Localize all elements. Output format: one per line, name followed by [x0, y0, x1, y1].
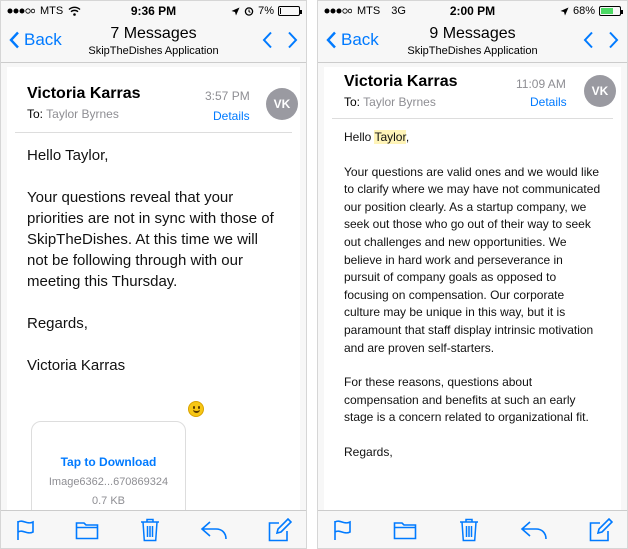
network-type: 3G	[391, 5, 406, 17]
email-body	[7, 133, 300, 376]
body-paragraph: Your questions reveal that your priorities are not in sync with those of SkipTheDishes. At this time we will not be following through with our meeting this Thursday.	[27, 189, 274, 290]
reply-icon[interactable]	[520, 520, 548, 540]
carrier-label: MTS	[40, 5, 64, 17]
sender-name: Victoria Karras	[344, 73, 458, 90]
flag-icon[interactable]	[15, 519, 35, 541]
trash-icon[interactable]	[140, 518, 160, 542]
battery-icon	[599, 6, 621, 16]
attachment-size: 0.7 KB	[91, 495, 126, 507]
compose-icon[interactable]	[268, 518, 292, 542]
to-label: To:	[344, 95, 361, 109]
status-time: 9:36 PM	[130, 4, 177, 18]
attachment-filename: Image6362...670869324	[48, 476, 169, 488]
signature: Victoria Karras	[27, 357, 126, 374]
sign-off: Regards,	[27, 315, 88, 332]
recipient-name[interactable]: Taylor Byrnes	[46, 107, 119, 121]
signal-dots-icon	[324, 8, 352, 14]
avatar[interactable]: VK	[584, 75, 616, 107]
email-view	[7, 67, 300, 510]
battery-percent: 68%	[572, 5, 595, 17]
reply-icon[interactable]	[200, 520, 228, 540]
message-count-title: 9 Messages	[429, 25, 516, 42]
next-message-down-icon[interactable]	[287, 31, 298, 49]
back-label: Back	[24, 30, 62, 49]
email-time: 11:09 AM	[516, 77, 566, 91]
folder-icon[interactable]	[393, 520, 417, 540]
greeting-suffix: ,	[405, 130, 410, 144]
back-label: Back	[341, 30, 379, 49]
flag-icon[interactable]	[332, 519, 352, 541]
carrier-label: MTS	[357, 5, 381, 17]
email-body	[324, 119, 621, 462]
thread-subject: SkipTheDishes Application	[88, 45, 219, 57]
sender-name: Victoria Karras	[27, 85, 141, 102]
left-phone-screen	[0, 0, 307, 549]
email-header	[15, 67, 292, 133]
location-arrow-icon	[560, 7, 569, 16]
avatar[interactable]: VK	[266, 88, 298, 120]
signal-dots-icon	[7, 8, 35, 14]
to-label: To:	[27, 107, 44, 121]
email-view	[324, 67, 621, 510]
attachment-card[interactable]	[31, 421, 186, 510]
body-paragraph: Your questions are valid ones and we would like to clarify where we may have not communicated our position clearly. As a startup company, we seek out those who go out of their way to seek out challenges and new opportunities. We believe in hard work and perseverance in pursuit of company goals as opposed to focusing on compensation. Our corporate culture may be unique in this way, but it is paramount that staff display intrinsic motivation and are proven self-starters.	[344, 164, 601, 355]
greeting: Hello Taylor,	[27, 147, 109, 164]
previous-message-up-icon[interactable]	[583, 31, 594, 49]
trash-icon[interactable]	[459, 518, 479, 542]
greeting-prefix: Hello	[344, 130, 375, 144]
email-header	[332, 67, 613, 119]
bottom-toolbar	[1, 510, 306, 548]
folder-icon[interactable]	[75, 520, 99, 540]
body-paragraph: For these reasons, questions about compensation and benefits at such an early stage is a concern related to organizational fit.	[344, 375, 589, 425]
bottom-toolbar	[318, 510, 627, 548]
status-bar	[1, 1, 306, 21]
battery-percent: 7%	[258, 5, 274, 17]
recipient-name[interactable]: Taylor Byrnes	[363, 95, 436, 109]
status-time: 2:00 PM	[449, 4, 496, 18]
sign-off: Regards,	[344, 444, 393, 459]
status-bar	[318, 1, 627, 21]
alarm-icon	[244, 6, 254, 16]
thread-subject: SkipTheDishes Application	[407, 45, 538, 57]
message-count-title: 7 Messages	[110, 25, 197, 42]
details-link[interactable]: Details	[213, 109, 250, 123]
nav-bar	[318, 21, 627, 63]
recipient-row	[344, 95, 436, 109]
email-time: 3:57 PM	[205, 89, 250, 103]
greeting	[344, 129, 601, 147]
highlighted-recipient-name[interactable]: Taylor	[374, 130, 406, 144]
wifi-icon	[68, 6, 81, 16]
battery-icon	[278, 6, 300, 16]
smiley-emoji-icon	[188, 401, 204, 417]
previous-message-up-icon[interactable]	[262, 31, 273, 49]
right-phone-screen	[317, 0, 628, 549]
nav-bar	[1, 21, 306, 63]
next-message-down-icon[interactable]	[608, 31, 619, 49]
recipient-row	[27, 107, 119, 121]
compose-icon[interactable]	[589, 518, 613, 542]
details-link[interactable]: Details	[530, 95, 567, 109]
location-arrow-icon	[231, 7, 240, 16]
tap-to-download-button[interactable]: Tap to Download	[60, 455, 157, 469]
